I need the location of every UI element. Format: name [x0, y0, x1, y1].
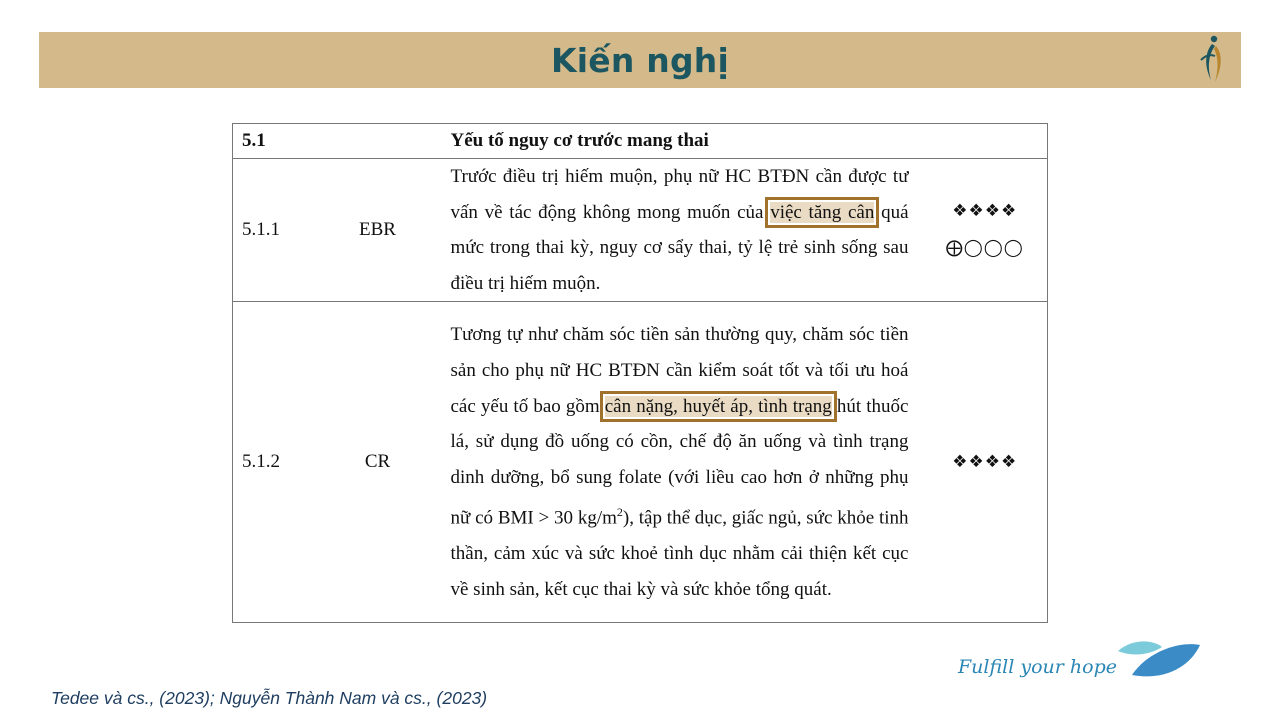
table-row: [233, 159, 1048, 302]
clinic-logo-icon: [1195, 34, 1229, 86]
rating-line: ❖❖❖❖: [952, 201, 1018, 222]
recommendation-table: [232, 123, 1048, 623]
citation: Tedee và cs., (2023); Nguyễn Thành Nam và cs., (2023): [51, 688, 488, 708]
section-number: 5.1: [233, 124, 321, 159]
row-number: 5.1.1: [233, 159, 321, 302]
row-number: 5.1.2: [233, 302, 321, 623]
text-part: ), tập thể dục, giấc ngủ, sức khỏe tinh thần, cảm xúc và sức khoẻ tình dục nhằm cải thiện kết cục về sinh sản, kết cục thai kỳ và sức khỏe tổng quát.: [450, 507, 909, 600]
leaf-logo-icon: [1114, 637, 1204, 683]
brand-slogan: Fulfill your hope: [958, 656, 1117, 678]
title-bar: [39, 32, 1241, 88]
section-title: Yếu tố nguy cơ trước mang thai: [435, 124, 923, 159]
recommendation-text: [435, 302, 923, 623]
text-part: hút thuốc lá, sử dụng đồ uống có cồn, chế độ ăn uống và tình trạng dinh dưỡng, bổ sung folate (với liều cao hơn ở những phụ nữ có BMI > 30 kg/m: [450, 395, 909, 529]
highlighted-phrase: cân nặng, huyết áp, tình trạng: [604, 395, 832, 417]
rating-line: ❖❖❖❖: [952, 451, 1018, 472]
text-part: quá mức trong thai kỳ, nguy cơ sẩy thai, tỷ lệ trẻ sinh sống sau điều trị hiếm muộn.: [450, 201, 909, 294]
certainty-line: ⨁◯◯◯: [945, 238, 1024, 259]
evidence-rating: [923, 302, 1048, 623]
evidence-rating: [923, 159, 1048, 302]
superscript: 2: [616, 505, 623, 520]
recommendation-type: EBR: [321, 159, 435, 302]
header-spacer: [321, 124, 435, 159]
table-header-row: [233, 124, 1048, 159]
recommendation-text: [435, 159, 923, 302]
recommendation-type: CR: [321, 302, 435, 623]
text-part: Tương tự như chăm sóc tiền sản thường quy, chăm sóc tiền sản cho phụ nữ HC BTĐN cần kiểm soát tốt và tối ưu hoá các yếu tố bao gồm: [450, 324, 909, 417]
highlighted-phrase: việc tăng cân: [770, 201, 875, 223]
table-row: [233, 302, 1048, 623]
page-title: Kiến nghị: [551, 41, 729, 80]
text-part: Trước điều trị hiếm muộn, phụ nữ HC BTĐN cần được tư vấn về tác động không mong muốn của: [450, 166, 909, 223]
header-spacer: [923, 124, 1048, 159]
